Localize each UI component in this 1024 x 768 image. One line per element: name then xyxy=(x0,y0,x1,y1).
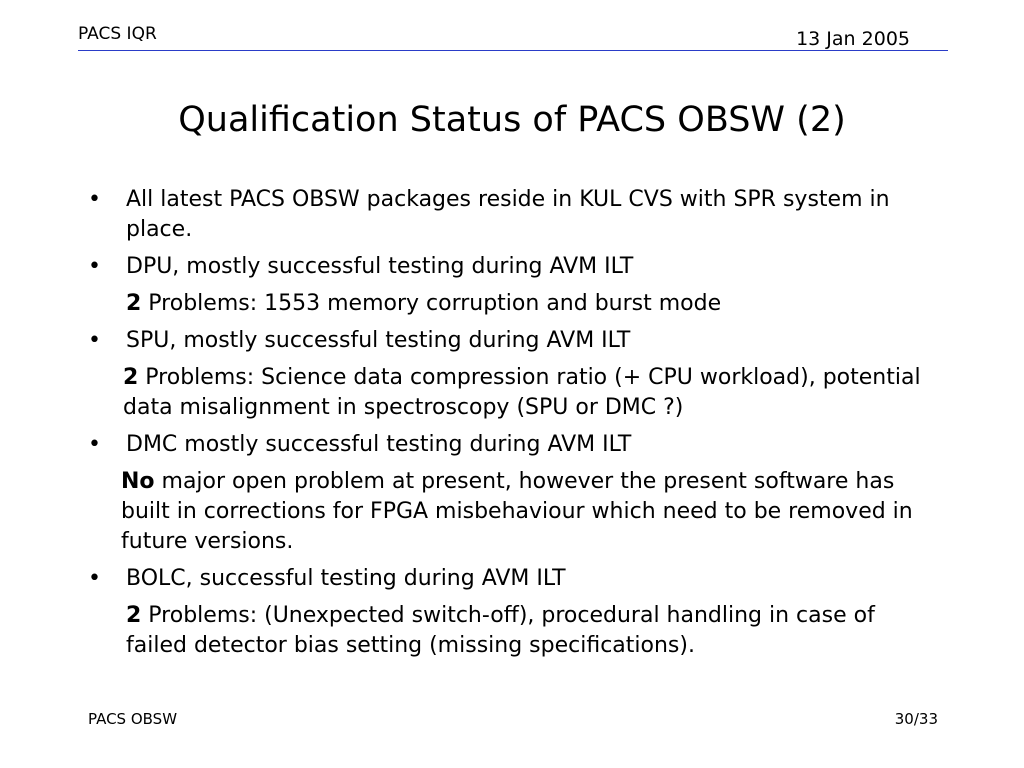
bullet-text: BOLC, successful testing during AVM ILT xyxy=(126,566,566,591)
detail-emphasis: 2 xyxy=(126,603,142,628)
header-divider xyxy=(78,50,948,51)
bullet-item xyxy=(88,564,938,594)
footer-left-label: PACS OBSW xyxy=(88,710,178,728)
bullet-detail xyxy=(88,467,938,557)
bullet-text: All latest PACS OBSW packages reside in KUL CVS with SPR system in place. xyxy=(126,187,890,242)
bullet-item xyxy=(88,185,938,245)
bullet-text: SPU, mostly successful testing during AVM ILT xyxy=(126,328,631,353)
detail-text: major open problem at present, however the present software has built in corrections for FPGA misbehaviour which need to be removed in future versions. xyxy=(121,469,913,554)
page-number: 30/33 xyxy=(894,710,938,728)
bullet-detail xyxy=(88,363,938,423)
bullet-item xyxy=(88,430,938,460)
bullet-icon: • xyxy=(88,328,101,353)
slide-body xyxy=(88,185,938,668)
detail-emphasis: No xyxy=(121,469,155,494)
slide-title: Qualification Status of PACS OBSW (2) xyxy=(178,100,846,140)
bullet-detail xyxy=(88,289,938,319)
bullet-icon: • xyxy=(88,432,101,457)
bullet-item xyxy=(88,326,938,356)
header-date: 13 Jan 2005 xyxy=(796,28,910,50)
header-left-label: PACS IQR xyxy=(78,24,157,44)
detail-emphasis: 2 xyxy=(126,291,142,316)
bullet-item xyxy=(88,252,938,282)
bullet-icon: • xyxy=(88,566,101,591)
bullet-detail xyxy=(88,601,938,661)
bullet-text: DPU, mostly successful testing during AVM ILT xyxy=(126,254,634,279)
detail-emphasis: 2 xyxy=(123,365,139,390)
detail-text: Problems: Science data compression ratio (+ CPU workload), potential data misalignment in spectroscopy (SPU or DMC ?) xyxy=(123,365,921,420)
detail-text: Problems: 1553 memory corruption and burst mode xyxy=(141,291,722,316)
bullet-icon: • xyxy=(88,254,101,279)
bullet-icon: • xyxy=(88,187,101,212)
detail-text: Problems: (Unexpected switch-off), procedural handling in case of failed detector bias setting (missing specifications). xyxy=(126,603,875,658)
bullet-text: DMC mostly successful testing during AVM ILT xyxy=(126,432,632,457)
